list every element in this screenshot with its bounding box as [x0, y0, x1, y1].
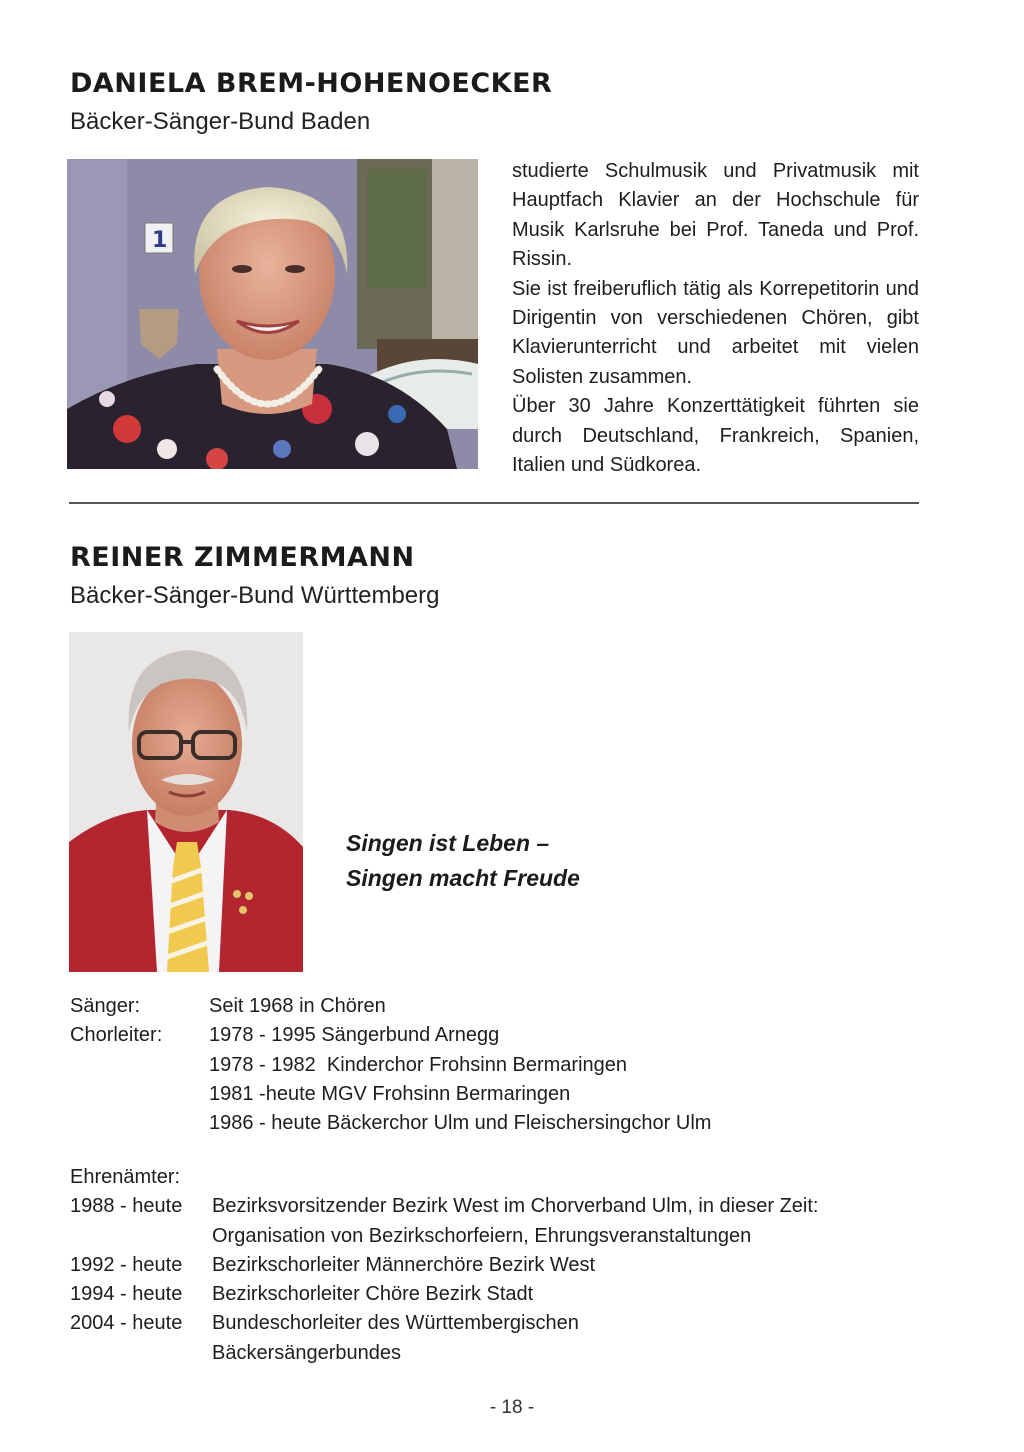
section-divider [69, 502, 919, 504]
list-item [70, 1251, 818, 1280]
person1-organization: Bäcker-Sänger-Bund Baden [70, 108, 371, 135]
honor-period: 1988 - heute [70, 1195, 183, 1218]
career-text: Seit 1968 in Chören [209, 995, 386, 1017]
career-label: Chorleiter: [70, 1024, 163, 1047]
career-text: 1981 -heute MGV Frohsinn Bermaringen [209, 1082, 571, 1105]
person1-biography [512, 157, 919, 480]
bio-paragraph: Sie ist freiberuflich tätig als Korrepetitorin und Dirigentin von verschiedenen Chören, gibt Klavierunterricht und arbeitet mit vielen Solisten zusammen. [512, 277, 919, 388]
honors-heading: Ehrenämter: [70, 1166, 181, 1188]
career-text: 1978 - 1995 Sängerbund Arnegg [209, 1024, 500, 1047]
list-item [70, 1192, 818, 1221]
list-item [70, 1309, 818, 1338]
honor-text: Bezirksvorsitzender Bezirk West im Chorverband Ulm, in dieser Zeit: [212, 1195, 819, 1218]
honor-period: 1992 - heute [70, 1253, 183, 1276]
list-item [70, 1339, 818, 1368]
list-item [70, 1222, 818, 1251]
honor-period [70, 1339, 212, 1368]
honor-text: Bäckersängerbundes [212, 1341, 402, 1364]
career-label [70, 1109, 209, 1138]
bio-paragraph: Über 30 Jahre Konzerttätigkeit führten sie durch Deutschland, Frankreich, Spanien, Italien und Südkorea. [512, 395, 919, 477]
person2-motto [346, 826, 580, 896]
career-text: 1986 - heute Bäckerchor Ulm und Fleischersingchor Ulm [209, 1112, 712, 1135]
bio-paragraph: studierte Schulmusik und Privatmusik mit Hauptfach Klavier an der Hochschule für Musik Karlsruhe bei Prof. Taneda und Prof. Rissin. [512, 160, 919, 271]
person2-name: REINER ZIMMERMANN [70, 542, 415, 573]
house-number: 1 [152, 228, 168, 253]
person1-name: DANIELA BREM-HOHENOECKER [70, 68, 553, 99]
honor-period: 1994 - heute [70, 1283, 183, 1306]
list-item [70, 1051, 711, 1080]
motto-line: Singen macht Freude [346, 865, 580, 891]
list-item [70, 1109, 711, 1138]
honor-text: Bezirkschorleiter Chöre Bezirk Stadt [212, 1283, 534, 1306]
person2-organization: Bäcker-Sänger-Bund Württemberg [70, 582, 440, 609]
list-item [70, 1280, 818, 1309]
career-label [70, 1080, 209, 1109]
motto-line: Singen ist Leben – [346, 830, 550, 856]
honor-text: Organisation von Bezirkschorfeiern, Ehrungsveranstaltungen [212, 1224, 752, 1247]
list-item [70, 1021, 711, 1050]
career-list [70, 992, 711, 1138]
list-item [70, 1080, 711, 1109]
honor-text: Bezirkschorleiter Männerchöre Bezirk West [212, 1253, 596, 1276]
list-item [70, 992, 711, 1021]
person2-photo [69, 632, 303, 972]
honor-period: 2004 - heute [70, 1312, 183, 1335]
career-text: 1978 - 1982 Kinderchor Frohsinn Bermaringen [209, 1053, 628, 1076]
career-label: Sänger: [70, 995, 141, 1017]
honor-period [70, 1222, 212, 1251]
honor-text: Bundeschorleiter des Württembergischen [212, 1312, 579, 1335]
honors-list [70, 1163, 818, 1368]
page-number: - 18 - [489, 1397, 535, 1418]
career-label [70, 1051, 209, 1080]
person1-photo [67, 159, 478, 469]
